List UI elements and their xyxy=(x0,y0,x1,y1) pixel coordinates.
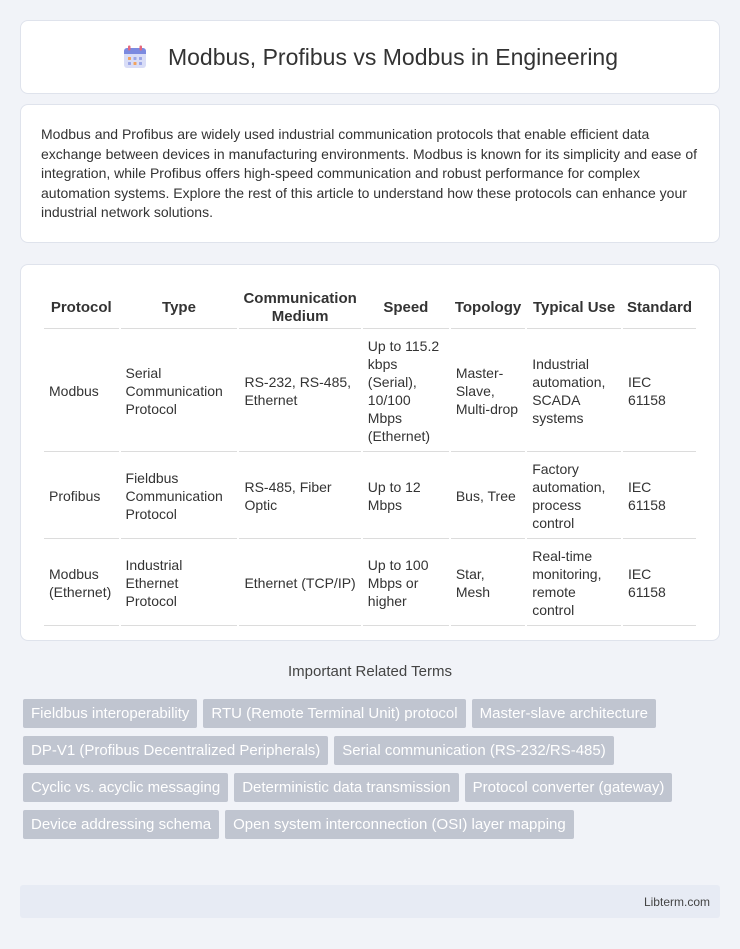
cell-medium: RS-232, RS-485, Ethernet xyxy=(239,331,360,452)
cell-type: Serial Communication Protocol xyxy=(121,331,238,452)
table-row xyxy=(44,541,696,626)
table-header-row xyxy=(44,287,696,329)
related-term-tag[interactable]: RTU (Remote Terminal Unit) protocol xyxy=(203,699,465,728)
cell-standard: IEC 61158 xyxy=(623,331,696,452)
title-card xyxy=(20,20,720,94)
table-row xyxy=(44,454,696,539)
cell-typical-use: Industrial automation, SCADA systems xyxy=(527,331,621,452)
cell-topology: Star, Mesh xyxy=(451,541,525,626)
related-terms-list xyxy=(20,699,720,839)
related-terms-title: Important Related Terms xyxy=(288,663,452,680)
header-protocol: Protocol xyxy=(44,287,119,329)
header-medium: Communication Medium xyxy=(239,287,360,329)
cell-type: Fieldbus Communication Protocol xyxy=(121,454,238,539)
cell-protocol: Modbus xyxy=(44,331,119,452)
related-term-tag[interactable]: Device addressing schema xyxy=(23,810,219,839)
header-typical-use: Typical Use xyxy=(527,287,621,329)
cell-standard: IEC 61158 xyxy=(623,454,696,539)
cell-protocol: Profibus xyxy=(44,454,119,539)
page-title: Modbus, Profibus vs Modbus in Engineering xyxy=(167,43,619,70)
cell-speed: Up to 12 Mbps xyxy=(363,454,449,539)
footer xyxy=(20,885,720,918)
comparison-table-card xyxy=(20,264,720,641)
related-term-tag[interactable]: Fieldbus interoperability xyxy=(23,699,197,728)
cell-speed: Up to 100 Mbps or higher xyxy=(363,541,449,626)
cell-typical-use: Factory automation, process control xyxy=(527,454,621,539)
related-term-tag[interactable]: DP-V1 (Profibus Decentralized Peripherals) xyxy=(23,736,328,765)
header-speed: Speed xyxy=(363,287,449,329)
related-term-tag[interactable]: Serial communication (RS-232/RS-485) xyxy=(334,736,613,765)
related-term-tag[interactable]: Open system interconnection (OSI) layer mapping xyxy=(225,810,574,839)
cell-speed: Up to 115.2 kbps (Serial), 10/100 Mbps (Ethernet) xyxy=(363,331,449,452)
intro-paragraph: Modbus and Profibus are widely used industrial communication protocols that enable efficient data exchange between devices in manufacturing environments. Modbus is known for its simplicity and ease of integration, while Profibus offers high-speed communication and robust performance for complex automation systems. Explore the rest of this article to understand how these protocols can enhance your industrial network solutions. xyxy=(41,126,698,221)
cell-medium: RS-485, Fiber Optic xyxy=(239,454,360,539)
related-term-tag[interactable]: Cyclic vs. acyclic messaging xyxy=(23,773,228,802)
footer-site-link[interactable]: Libterm.com xyxy=(643,894,710,909)
related-term-tag[interactable]: Deterministic data transmission xyxy=(234,773,458,802)
cell-typical-use: Real-time monitoring, remote control xyxy=(527,541,621,626)
cell-type: Industrial Ethernet Protocol xyxy=(121,541,238,626)
header-topology: Topology xyxy=(451,287,525,329)
related-term-tag[interactable]: Master-slave architecture xyxy=(472,699,656,728)
cell-protocol: Modbus (Ethernet) xyxy=(44,541,119,626)
cell-standard: IEC 61158 xyxy=(623,541,696,626)
cell-topology: Master-Slave, Multi-drop xyxy=(451,331,525,452)
intro-card xyxy=(20,104,720,243)
header-standard: Standard xyxy=(623,287,696,329)
cell-topology: Bus, Tree xyxy=(451,454,525,539)
header-type: Type xyxy=(121,287,238,329)
cell-medium: Ethernet (TCP/IP) xyxy=(239,541,360,626)
table-row xyxy=(44,331,696,452)
comparison-table xyxy=(42,285,698,628)
related-term-tag[interactable]: Protocol converter (gateway) xyxy=(465,773,673,802)
calendar-list-icon xyxy=(122,44,148,70)
